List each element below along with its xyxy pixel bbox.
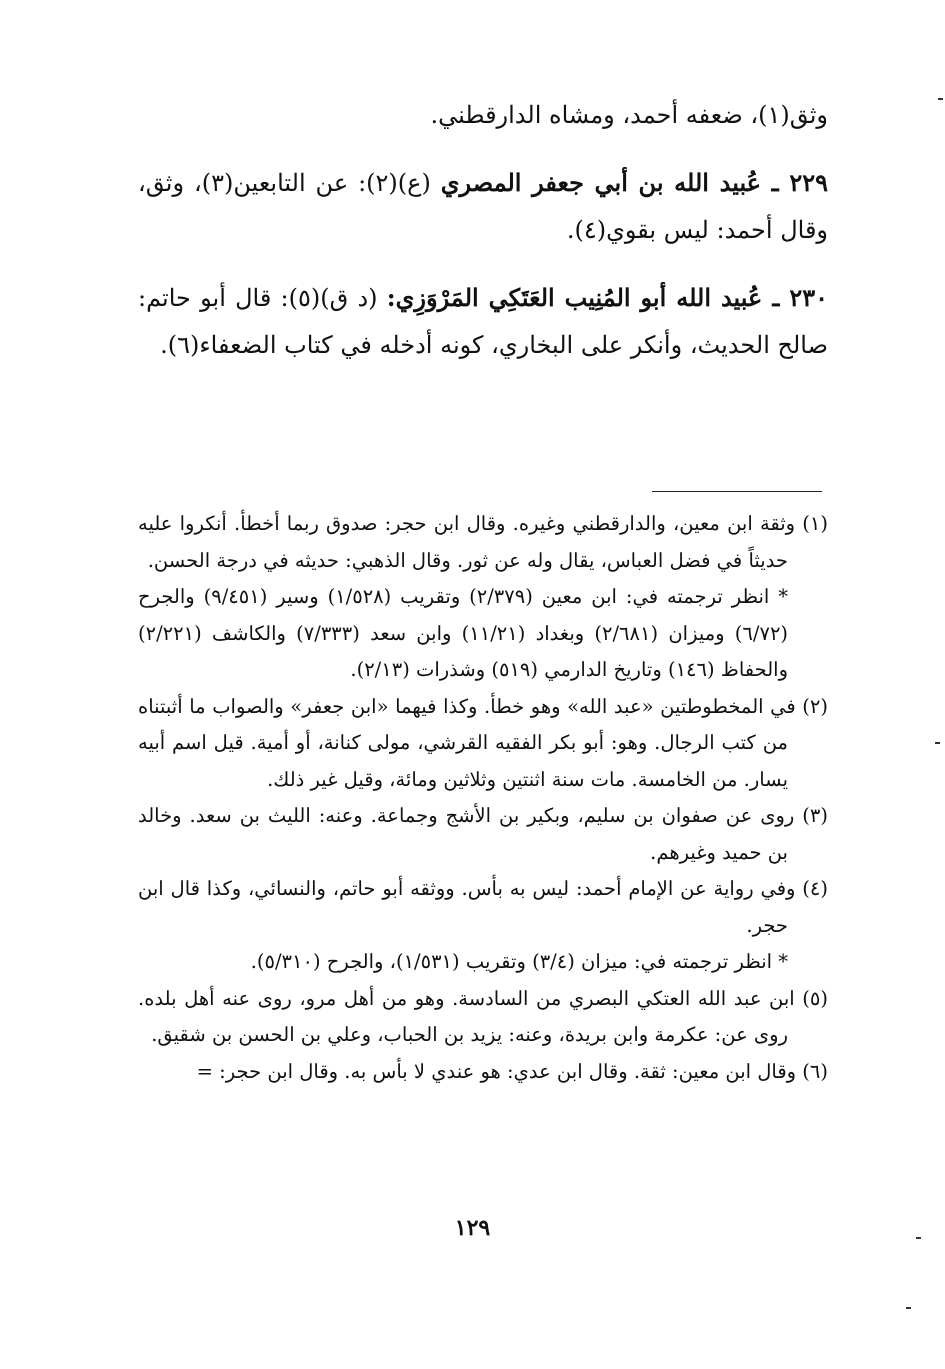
footnote-4-references: * انظر ترجمته في: ميزان (٣/٤) وتقريب (١/٥٣١)، والجرح (٥/٣١٠). — [250, 950, 788, 973]
footnote-4: (٤) وفي رواية عن الإمام أحمد: ليس به بأس. ووثقه أبو حاتم، والنسائي، وكذا قال ابن حجر. — [138, 877, 828, 937]
footnote-6: (٦) وقال ابن معين: ثقة. وقال ابن عدي: هو عندي لا بأس به. وقال ابن حجر: = — [196, 1059, 828, 1083]
scan-mark — [935, 742, 940, 744]
footnote-1-references: * انظر ترجمته في: ابن معين (٢/٣٧٩) وتقريب (١/٥٢٨) وسير (٩/٤٥١) والجرح (٦/٧٢) وميزان (٢/٦٨١) وبغداد (١١/٢١) وابن سعد (٧/٣٣٣) والكاشف (٢/٢٢١) والحفاظ (١٤٦) وتاريخ الدارمي (٥١٩) وشذرات (٢/١٣). — [138, 585, 789, 681]
scan-mark — [916, 1237, 921, 1239]
continuation-line: وثق(١)، ضعفه أحمد، ومشاه الدارقطني. — [430, 101, 828, 129]
footnote-1: (١) وثقة ابن معين، والدارقطني وغيره. وقال ابن حجر: صدوق ربما أخطأ. أنكروا عليه حديثاً في فضل العباس، يقال وله عن ثور. وقال الذهبي: حديثه في درجة الحسن. — [138, 512, 828, 572]
entry-229 — [138, 159, 828, 254]
entry-230-text: (د ق)(٥): قال أبو حاتم: صالح الحديث، وأنكر على البخاري، كونه أدخله في كتاب الضعفاء(٦). — [138, 284, 828, 359]
entry-230 — [138, 274, 828, 369]
footnote-separator — [652, 491, 822, 492]
entry-230-name: ٢٣٠ ـ عُبيد الله أبو المُنِيب العَتَكِي المَرْوَزِي: — [386, 283, 828, 312]
entry-229-text: (ع)(٢): عن التابعين(٣)، وثق، وقال أحمد: ليس بقوي(٤). — [138, 169, 828, 244]
page-number: ١٢٩ — [454, 1215, 491, 1241]
entry-229-name: ٢٢٩ ـ عُبيد الله بن أبي جعفر المصري — [440, 168, 829, 197]
scan-mark — [906, 1307, 911, 1309]
footnote-5: (٥) ابن عبد الله العتكي البصري من السادسة. وهو من أهل مرو، روى عنه أهل بلده. روى عن: عكرمة وابن بريدة، وعنه: يزيد بن الحباب، وعلي بن الحسن بن شقيق. — [138, 986, 828, 1046]
main-text — [138, 92, 828, 369]
footnote-2: (٢) في المخطوطتين «عبد الله» وهو خطأ. وكذا فيهما «ابن جعفر» والصواب ما أثبتناه من كتب الرجال. وهو: أبو بكر الفقيه القرشي، مولى كنانة، أو أمية. قيل اسم أبيه يسار. من الخامسة. مات سنة اثنتين وثلاثين ومائة، وقيل غير ذلك. — [138, 694, 828, 791]
scan-mark — [938, 98, 943, 100]
footnote-3: (٣) روى عن صفوان بن سليم، وبكير بن الأشج وجماعة. وعنه: الليث بن سعد. وخالد بن حميد وغيرهم. — [138, 804, 828, 864]
footnotes — [138, 506, 828, 1090]
